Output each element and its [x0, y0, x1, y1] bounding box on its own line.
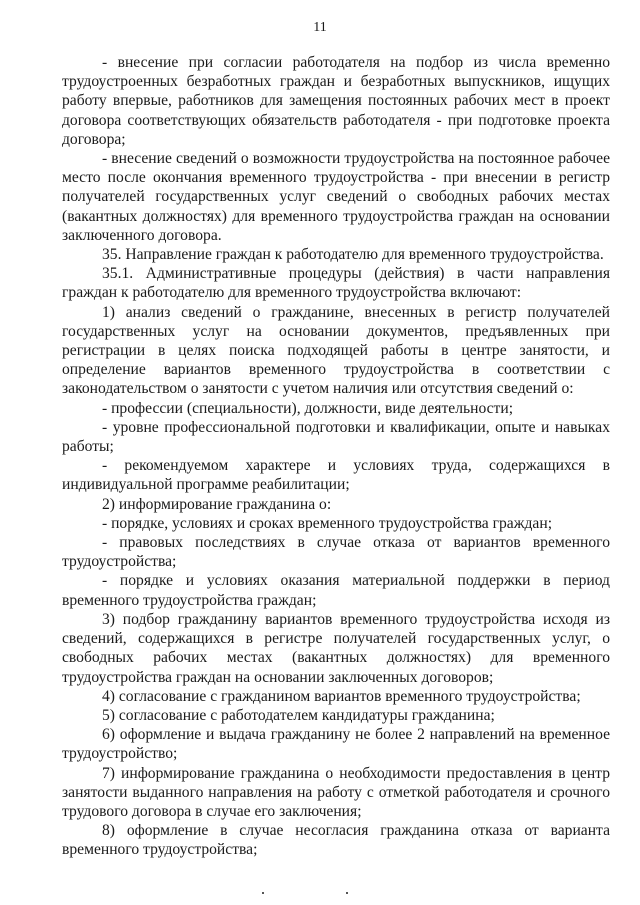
paragraph-item-7: 7) информирование гражданина о необходимости предоставления в центр занятости выданного направления на работу с отметкой работодателя и срочного трудового договора в случае его заключения;	[62, 764, 610, 820]
paragraph-item-1: 1) анализ сведений о гражданине, внесенных в регистр получателей государственных услуг на основании документов, предъявленных при регистрации в целях поиска подходящей работы в центре занятости, и определение вариантов временного трудоустройства в соответствии с законодательством о занятости с учетом наличия или отсутствия сведений о:	[62, 303, 610, 398]
paragraph-item-2: 2) информирование гражданина о:	[102, 495, 332, 513]
paragraph-item-8: 8) оформление в случае несогласия гражданина отказа от варианта временного трудоустройства;	[62, 822, 610, 859]
scan-speck	[346, 892, 348, 894]
paragraph-bullet-material-support: - порядке и условиях оказания материальной поддержки в период временного трудоустройства граждан;	[62, 572, 610, 609]
paragraph-bullet-employer-consent: - внесение при согласии работодателя на подбор из числа временно трудоустроенных безработных граждан и безработных выпускников, ищущих работу впервые, работников для замещения постоянных рабочих мест в проект договора соответствующих обязательств работодателя - при подготовке проекта договора;	[62, 54, 610, 148]
paragraph-bullet-procedure: - порядке, условиях и сроках временного трудоустройства граждан;	[102, 514, 553, 532]
paragraph-section-35-1: 35.1. Административные процедуры (действия) в части направления граждан к работодателю для временного трудоустройства включают:	[62, 265, 610, 302]
paragraph-bullet-qualification: - уровне профессиональной подготовки и квалификации, опыте и навыках работы;	[62, 418, 610, 456]
paragraph-section-35: 35. Направление граждан к работодателю для временного трудоустройства.	[102, 246, 604, 264]
paragraph-bullet-consequences: - правовых последствиях в случае отказа от вариантов временного трудоустройства;	[62, 534, 610, 571]
paragraph-item-3: 3) подбор гражданину вариантов временного трудоустройства исходя из сведений, содержащихся в регистре получателей государственных услуг, о свободных рабочих местах (вакантных должностях) для временного трудоустройства граждан на основании заключенных договоров;	[62, 610, 610, 686]
paragraph-bullet-profession: - профессии (специальности), должности, виде деятельности;	[102, 399, 514, 417]
paragraph-item-5: 5) согласование с работодателем кандидатуры гражданина;	[102, 706, 495, 724]
paragraph-item-4: 4) согласование с гражданином вариантов временного трудоустройства;	[102, 687, 581, 705]
paragraph-bullet-rehabilitation: - рекомендуемом характере и условиях труда, содержащихся в индивидуальной программе реабилитации;	[62, 457, 610, 494]
page-number: 11	[313, 20, 327, 35]
scan-speck	[262, 892, 264, 894]
paragraph-item-6: 6) оформление и выдача гражданину не более 2 направлений на временное трудоустройство;	[62, 726, 610, 763]
paragraph-bullet-permanent-position: - внесение сведений о возможности трудоустройства на постоянное рабочее место после окончания временного трудоустройства - при внесении в регистр получателей государственных услуг сведений о свободных рабочих местах (вакантных должностях) для временного трудоустройства граждан на основании заключенного договора.	[62, 150, 610, 244]
document-body	[62, 53, 610, 860]
